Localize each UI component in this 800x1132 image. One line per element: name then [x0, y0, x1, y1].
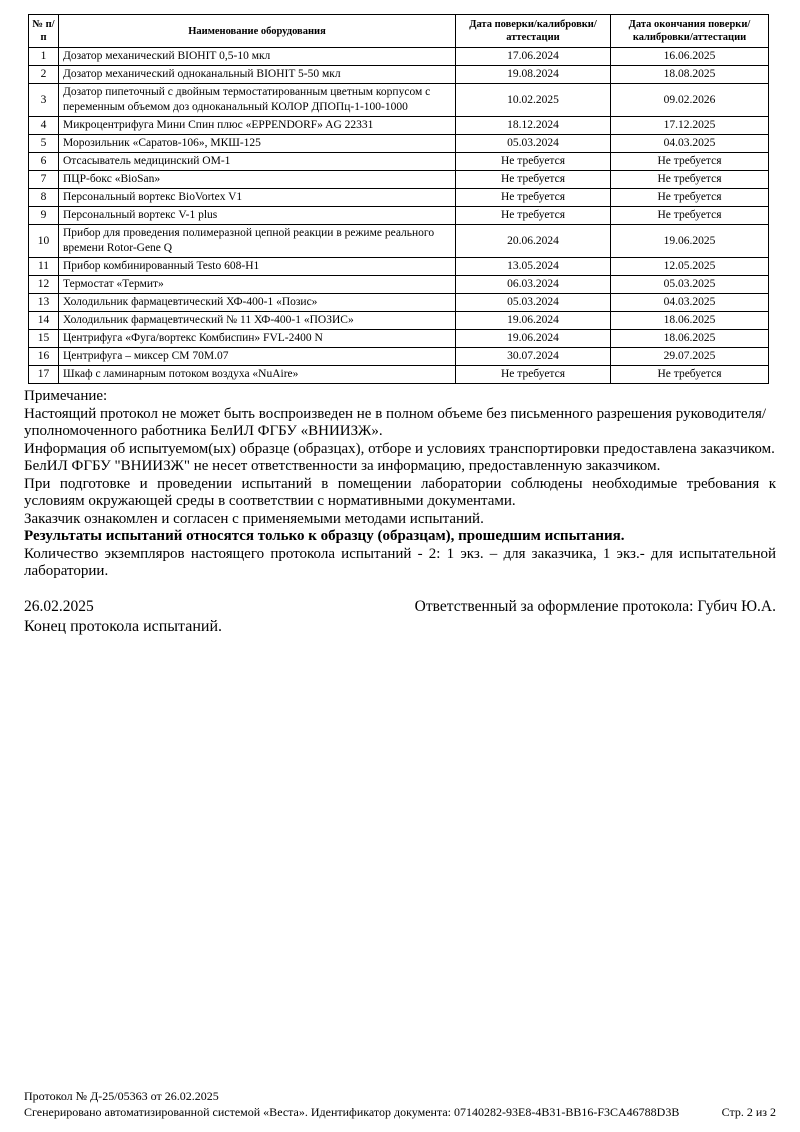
equipment-name: Центрифуга «Фуга/вортекс Комбиспин» FVL-2400 N — [59, 330, 456, 348]
row-number: 17 — [29, 366, 59, 384]
verification-date: Не требуется — [456, 171, 611, 189]
row-number: 2 — [29, 66, 59, 84]
equipment-table — [28, 14, 769, 384]
equipment-name: Дозатор механический BIOHIT 0,5-10 мкл — [59, 48, 456, 66]
verification-date: 10.02.2025 — [456, 84, 611, 117]
equipment-name: Холодильник фармацевтический № 11 ХФ-400-1 «ПОЗИС» — [59, 312, 456, 330]
verification-date: 19.06.2024 — [456, 330, 611, 348]
row-number: 1 — [29, 48, 59, 66]
table-row — [29, 312, 769, 330]
equipment-name: Термостат «Термит» — [59, 276, 456, 294]
equipment-name: Персональный вортекс BioVortex V1 — [59, 189, 456, 207]
verification-end-date: Не требуется — [611, 153, 769, 171]
table-row — [29, 117, 769, 135]
table-row — [29, 153, 769, 171]
note-paragraph: Примечание: — [24, 388, 108, 404]
row-number: 3 — [29, 84, 59, 117]
table-row — [29, 276, 769, 294]
note-paragraph: Заказчик ознакомлен и согласен с применяемыми методами испытаний. — [24, 510, 484, 527]
verification-end-date: 04.03.2025 — [611, 294, 769, 312]
table-row — [29, 84, 769, 117]
row-number: 7 — [29, 171, 59, 189]
table-row — [29, 366, 769, 384]
row-number: 16 — [29, 348, 59, 366]
table-row — [29, 330, 769, 348]
row-number: 9 — [29, 207, 59, 225]
row-number: 15 — [29, 330, 59, 348]
verification-date: 19.08.2024 — [456, 66, 611, 84]
note-paragraph: БелИЛ ФГБУ "ВНИИЗЖ" не несет ответственности за информацию, предоставленную заказчиком. — [24, 458, 661, 474]
row-number: 10 — [29, 225, 59, 258]
equipment-name: Дозатор механический одноканальный BIOHIT 5-50 мкл — [59, 66, 456, 84]
note-paragraph: Количество экземпляров настоящего протокола испытаний - 2: 1 экз. – для заказчика, 1 экз.- для испытательной лаборатории. — [24, 545, 776, 579]
row-number: 13 — [29, 294, 59, 312]
row-number: 12 — [29, 276, 59, 294]
row-number: 6 — [29, 153, 59, 171]
verification-end-date: 12.05.2025 — [611, 258, 769, 276]
equipment-name: ПЦР-бокс «BioSan» — [59, 171, 456, 189]
col-header-equipment-name: Наименование оборудования — [59, 15, 456, 48]
equipment-name: Прибор для проведения полимеразной цепной реакции в режиме реального времени Rotor-Gene Q — [59, 225, 456, 258]
verification-date: 13.05.2024 — [456, 258, 611, 276]
verification-date: 30.07.2024 — [456, 348, 611, 366]
verification-end-date: 29.07.2025 — [611, 348, 769, 366]
verification-end-date: Не требуется — [611, 171, 769, 189]
equipment-name: Отсасыватель медицинский ОМ-1 — [59, 153, 456, 171]
verification-end-date: 18.06.2025 — [611, 312, 769, 330]
table-row — [29, 207, 769, 225]
verification-date: Не требуется — [456, 366, 611, 384]
footer-generated-info: Сгенерировано автоматизированной системой «Веста». Идентификатор документа: 07140282-93E8-4B31-BB16-F3CA46788D3B — [24, 1105, 680, 1119]
verification-date: 18.12.2024 — [456, 117, 611, 135]
verification-date: 17.06.2024 — [456, 48, 611, 66]
equipment-name: Морозильник «Саратов-106», МКШ-125 — [59, 135, 456, 153]
table-row — [29, 66, 769, 84]
verification-end-date: 17.12.2025 — [611, 117, 769, 135]
verification-date: Не требуется — [456, 189, 611, 207]
col-header-verification-date: Дата поверки/калибровки/аттестации — [456, 15, 611, 48]
notes-section — [24, 388, 776, 581]
verification-date: 05.03.2024 — [456, 294, 611, 312]
verification-end-date: Не требуется — [611, 189, 769, 207]
table-row — [29, 135, 769, 153]
page-footer — [24, 1088, 776, 1120]
signature-row — [24, 597, 776, 616]
table-row — [29, 348, 769, 366]
equipment-name: Микроцентрифуга Мини Спин плюс «EPPENDORF» AG 22331 — [59, 117, 456, 135]
row-number: 14 — [29, 312, 59, 330]
table-row — [29, 189, 769, 207]
equipment-name: Дозатор пипеточный с двойным термостатированным цветным корпусом с переменным объемом доз одноканальный КОЛОР ДПОПц-1-100-1000 — [59, 84, 456, 117]
table-row — [29, 171, 769, 189]
row-number: 5 — [29, 135, 59, 153]
col-header-verification-end-date: Дата окончания поверки/калибровки/аттестации — [611, 15, 769, 48]
equipment-name: Персональный вортекс V-1 plus — [59, 207, 456, 225]
note-paragraph: Результаты испытаний относятся только к образцу (образцам), прошедшим испытания. — [24, 528, 625, 544]
verification-end-date: 04.03.2025 — [611, 135, 769, 153]
table-row — [29, 258, 769, 276]
verification-end-date: 05.03.2025 — [611, 276, 769, 294]
verification-end-date: 16.06.2025 — [611, 48, 769, 66]
verification-date: 06.03.2024 — [456, 276, 611, 294]
protocol-end-line: Конец протокола испытаний. — [24, 617, 223, 635]
row-number: 8 — [29, 189, 59, 207]
footer-page-number: Стр. 2 из 2 — [721, 1105, 776, 1119]
verification-date: Не требуется — [456, 153, 611, 171]
table-row — [29, 294, 769, 312]
note-paragraph: Информация об испытуемом(ых) образце (образцах), отборе и условиях транспортировки предоставлена заказчиком. — [24, 440, 775, 457]
note-paragraph: Настоящий протокол не может быть воспроизведен не в полном объеме без письменного разрешения руководителя/уполномоченного работника БелИЛ ФГБУ «ВНИИЗЖ». — [24, 405, 767, 439]
equipment-name: Холодильник фармацевтический ХФ-400-1 «Позис» — [59, 294, 456, 312]
table-row — [29, 48, 769, 66]
note-paragraph: При подготовке и проведении испытаний в помещении лаборатории соблюдены необходимые требования к условиям окружающей среды в соответствии с нормативными документами. — [24, 475, 776, 509]
footer-protocol-number: Протокол № Д-25/05363 от 26.02.2025 — [24, 1089, 219, 1103]
verification-end-date: Не требуется — [611, 366, 769, 384]
protocol-date: 26.02.2025 — [24, 597, 94, 615]
table-header-row — [29, 15, 769, 48]
equipment-name: Центрифуга – миксер СМ 70М.07 — [59, 348, 456, 366]
responsible-person: Ответственный за оформление протокола: Губич Ю.А. — [414, 597, 776, 615]
table-row — [29, 225, 769, 258]
equipment-name: Прибор комбинированный Testo 608-H1 — [59, 258, 456, 276]
verification-end-date: 09.02.2026 — [611, 84, 769, 117]
verification-date: Не требуется — [456, 207, 611, 225]
verification-end-date: 18.06.2025 — [611, 330, 769, 348]
verification-date: 19.06.2024 — [456, 312, 611, 330]
verification-end-date: 18.08.2025 — [611, 66, 769, 84]
verification-date: 20.06.2024 — [456, 225, 611, 258]
verification-end-date: 19.06.2025 — [611, 225, 769, 258]
row-number: 4 — [29, 117, 59, 135]
equipment-name: Шкаф с ламинарным потоком воздуха «NuAire» — [59, 366, 456, 384]
col-header-number: № п/п — [29, 15, 59, 48]
verification-date: 05.03.2024 — [456, 135, 611, 153]
row-number: 11 — [29, 258, 59, 276]
verification-end-date: Не требуется — [611, 207, 769, 225]
